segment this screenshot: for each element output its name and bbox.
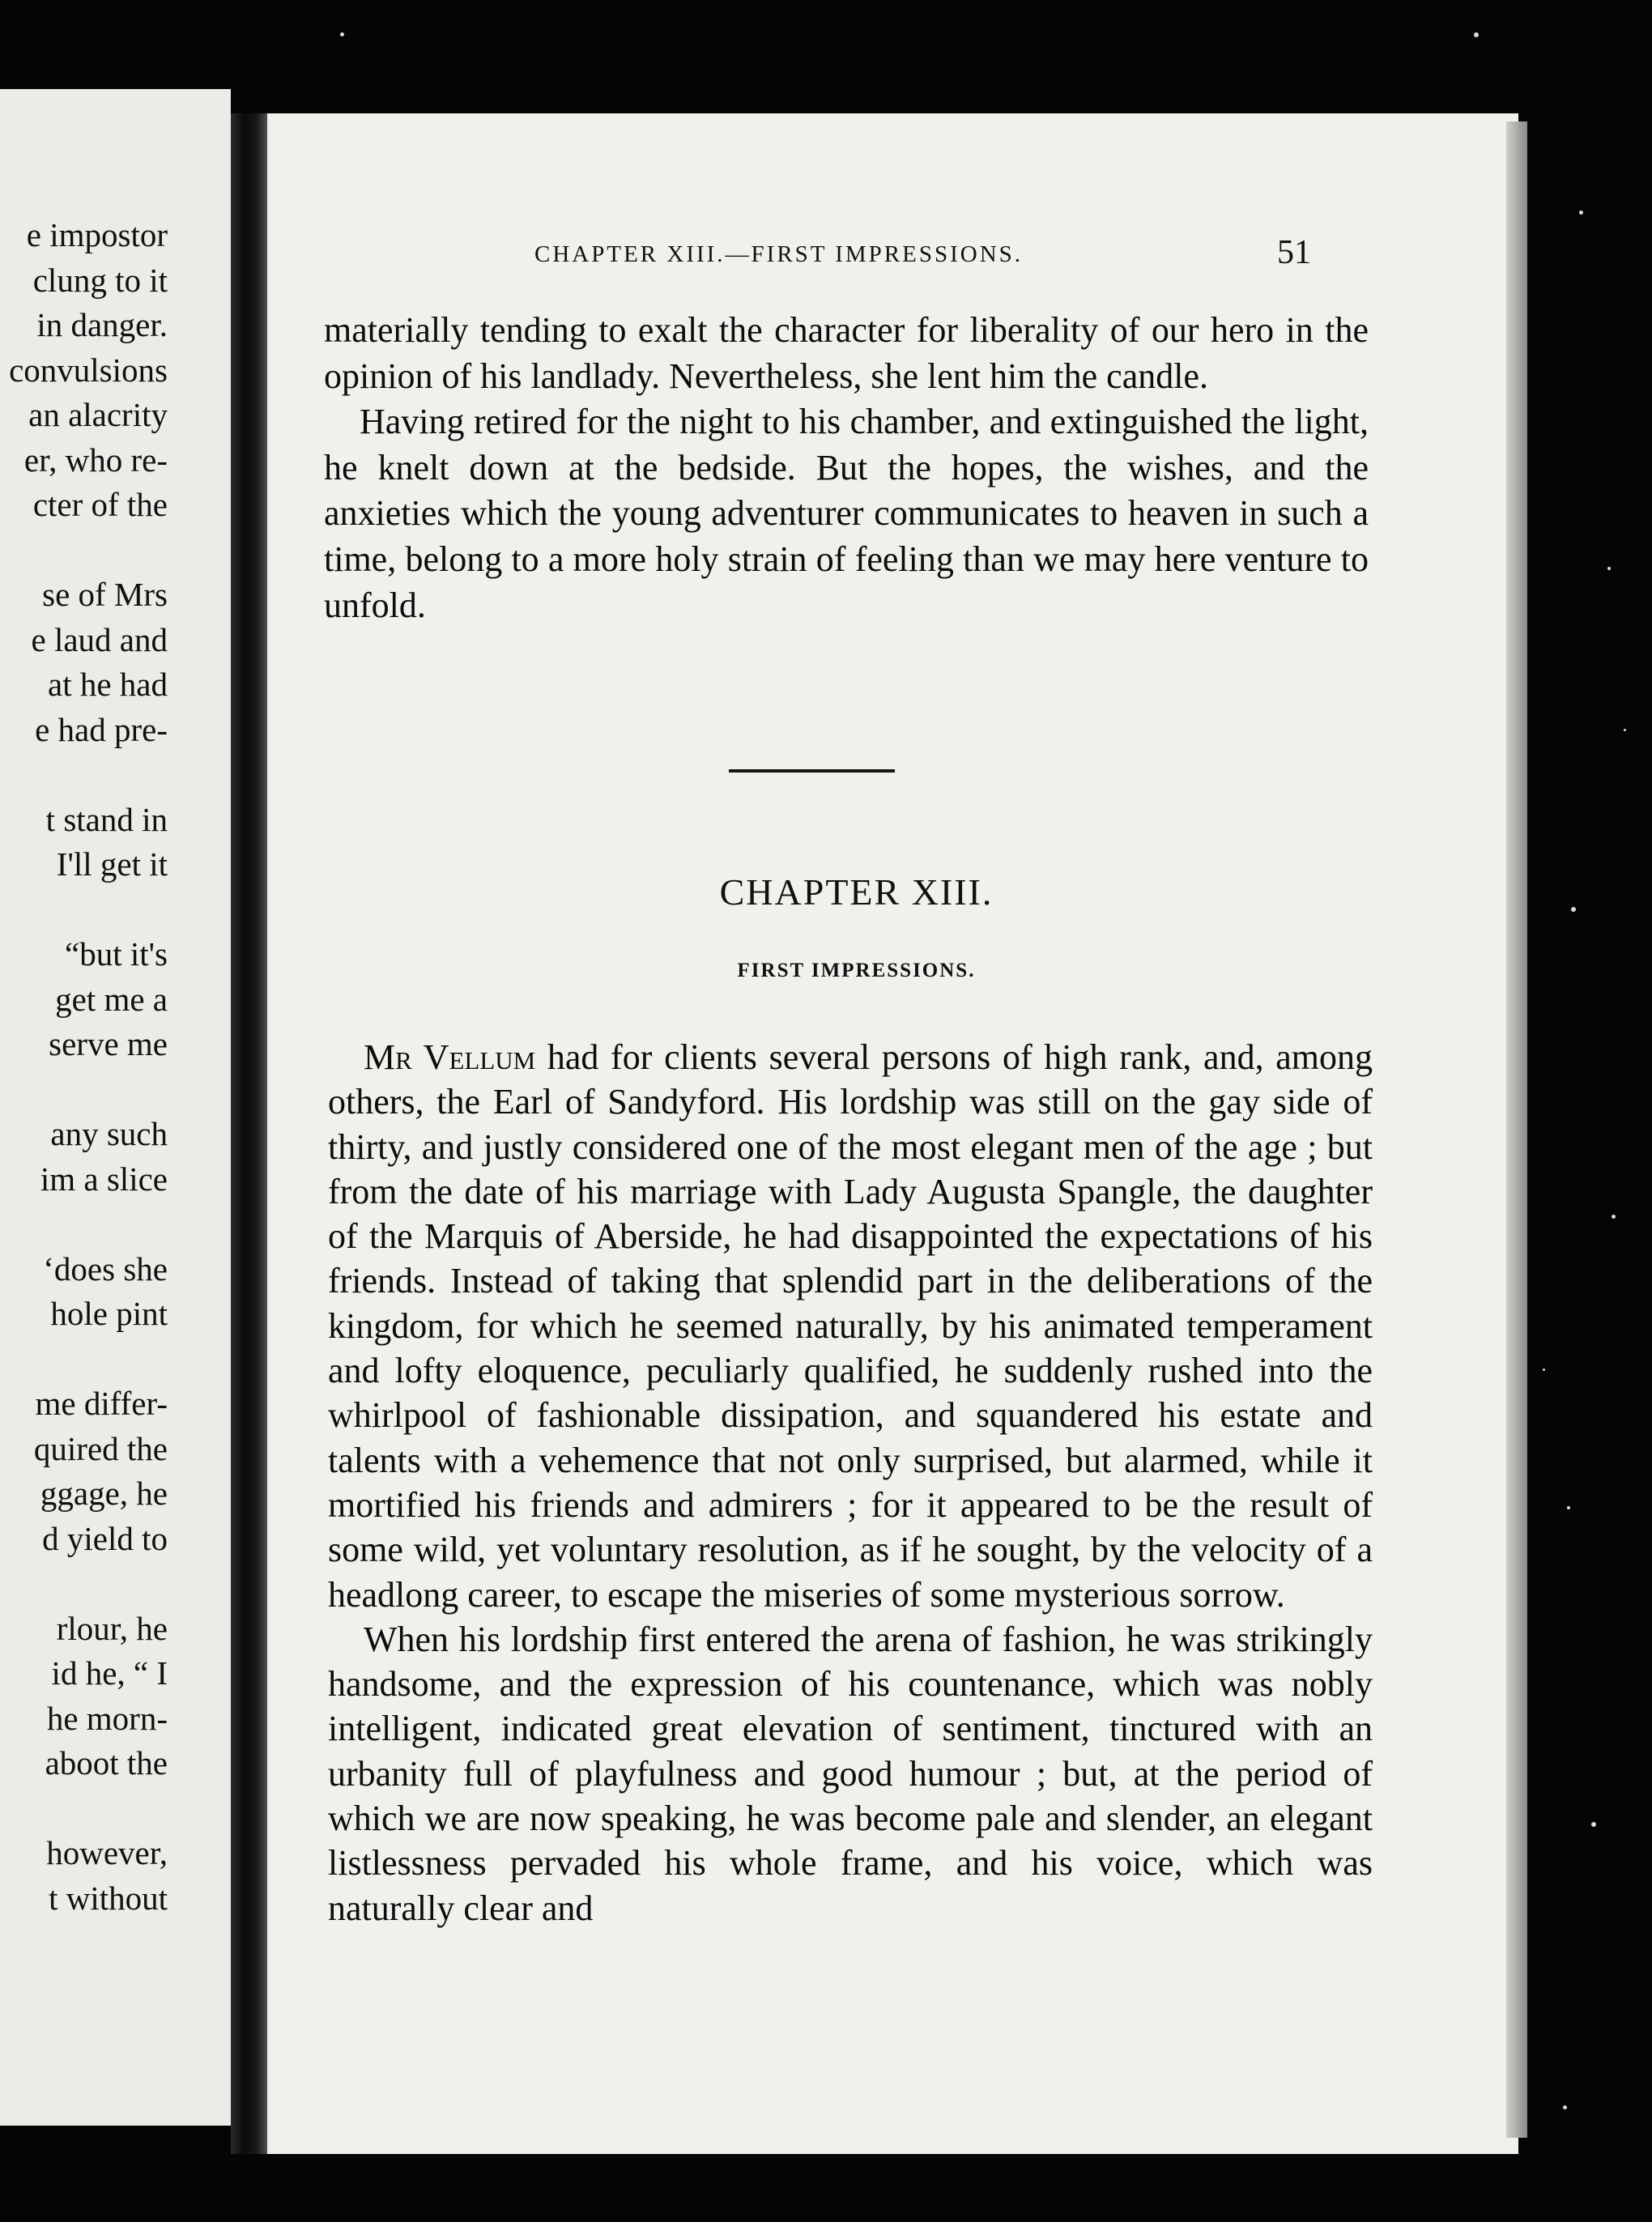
left-page-line: convulsions — [9, 351, 168, 389]
left-page-line: e impostor — [26, 216, 168, 253]
left-page-line: t stand in — [45, 800, 168, 838]
paragraph: materially tending to exalt the character for liberality of our hero in the opinion of his landlady. Nevertheless, she lent him the candle. — [324, 310, 1369, 396]
book-gutter — [231, 113, 268, 2154]
dust-speck — [1624, 729, 1626, 731]
left-page-line: e laud and — [31, 620, 168, 658]
opening-text — [324, 308, 1369, 628]
left-facing-page — [0, 89, 231, 2126]
left-page-line: I'll get it — [56, 845, 168, 883]
dust-speck — [1591, 1822, 1596, 1827]
left-page-line: rlour, he — [56, 1609, 168, 1647]
left-page-line: id he, “ I — [51, 1654, 168, 1692]
left-page-line: ggage, he — [40, 1475, 168, 1512]
left-page-line: t without — [49, 1879, 168, 1917]
chapter-body — [328, 1035, 1373, 1930]
dust-speck — [1474, 32, 1479, 37]
right-page — [267, 113, 1518, 2154]
left-page-line: however, — [46, 1834, 168, 1871]
dust-speck — [1567, 1506, 1570, 1509]
paragraph: When his lordship first entered the arena of fashion, he was strikingly handsome, and the expression of his countenance, which was nobly intelligent, indicated great elevation of sentiment, tinctured with an urbanity full of playfulness and good humour ; but, at the period of which we are now speaking, he was become pale and slender, an elegant listlessness pervaded his whole frame, and his voice, which was naturally clear and — [328, 1619, 1373, 1928]
left-page-line: serve me — [49, 1025, 168, 1062]
left-page-line: e had pre- — [35, 710, 168, 748]
lead-name: Mr Vellum — [364, 1037, 536, 1077]
left-page-line: im a slice — [40, 1160, 168, 1198]
left-page-line: clung to it — [32, 261, 168, 299]
left-page-line: se of Mrs — [42, 576, 168, 613]
dust-speck — [1571, 907, 1576, 912]
running-head: CHAPTER XIII.—FIRST IMPRESSIONS. — [534, 241, 1024, 267]
left-page-line: quired the — [33, 1429, 168, 1467]
left-page-line: aboot the — [45, 1744, 168, 1781]
paragraph-text: had for clients several persons of high rank, and, among others, the Earl of Sandyford. His lordship was still on the gay side of thirty, and justly considered one of the most elegant men of the age ; but from the date of his marriage with Lady Augusta Spangle, the daughter of the Marquis of Aberside, he had disappointed the expectations of his friends. Instead of taking that splendid part in the deliberations of the kingdom, for which he seemed naturally, by his animated temperament and lofty eloquence, peculiarly qualified, he suddenly rushed into the whirlpool of fashionable dissipation, and squandered his estate and talents with a vehemence that not only surprised, but alarmed, while it mortified his friends and admirers ; for it appeared to be the result of some wild, yet voluntary resolution, as if he sought, by the velocity of a headlong career, to escape the miseries of some mysterious sorrow. — [328, 1037, 1373, 1615]
left-page-line: in danger. — [36, 306, 168, 343]
dust-speck — [1612, 1215, 1616, 1219]
dust-speck — [1543, 1369, 1545, 1371]
left-page-line: get me a — [55, 980, 168, 1018]
paragraph: Having retired for the night to his chamber, and extinguished the light, he knelt down at the bedside. But the hopes, the wishes, and the anxieties which the young adventurer communicates to heaven in such a time, belong to a more holy strain of feeling than we may here venture to unfold. — [324, 402, 1369, 625]
left-page-line: he morn- — [46, 1699, 168, 1737]
dust-speck — [1579, 211, 1583, 215]
left-page-line: d yield to — [42, 1519, 168, 1557]
dust-speck — [1607, 567, 1611, 570]
left-page-line: at he had — [48, 666, 168, 703]
left-page-line: hole pint — [50, 1295, 168, 1332]
left-page-line: an alacrity — [28, 396, 168, 433]
page-number: 51 — [1277, 234, 1311, 271]
paragraph — [328, 1035, 1373, 1617]
dust-speck — [340, 32, 344, 36]
page-edge — [1506, 121, 1527, 2138]
left-page-line: me differ- — [35, 1385, 168, 1422]
chapter-subtitle: FIRST IMPRESSIONS. — [737, 960, 976, 981]
left-page-line: cter of the — [32, 486, 168, 523]
left-page-line: any such — [50, 1115, 168, 1152]
section-divider — [729, 769, 895, 773]
left-page-line: “but it's — [65, 935, 168, 973]
chapter-title: CHAPTER XIII. — [719, 871, 994, 913]
left-page-line: ‘does she — [43, 1249, 168, 1288]
left-page-line: er, who re- — [23, 441, 168, 479]
dust-speck — [1563, 2105, 1567, 2109]
